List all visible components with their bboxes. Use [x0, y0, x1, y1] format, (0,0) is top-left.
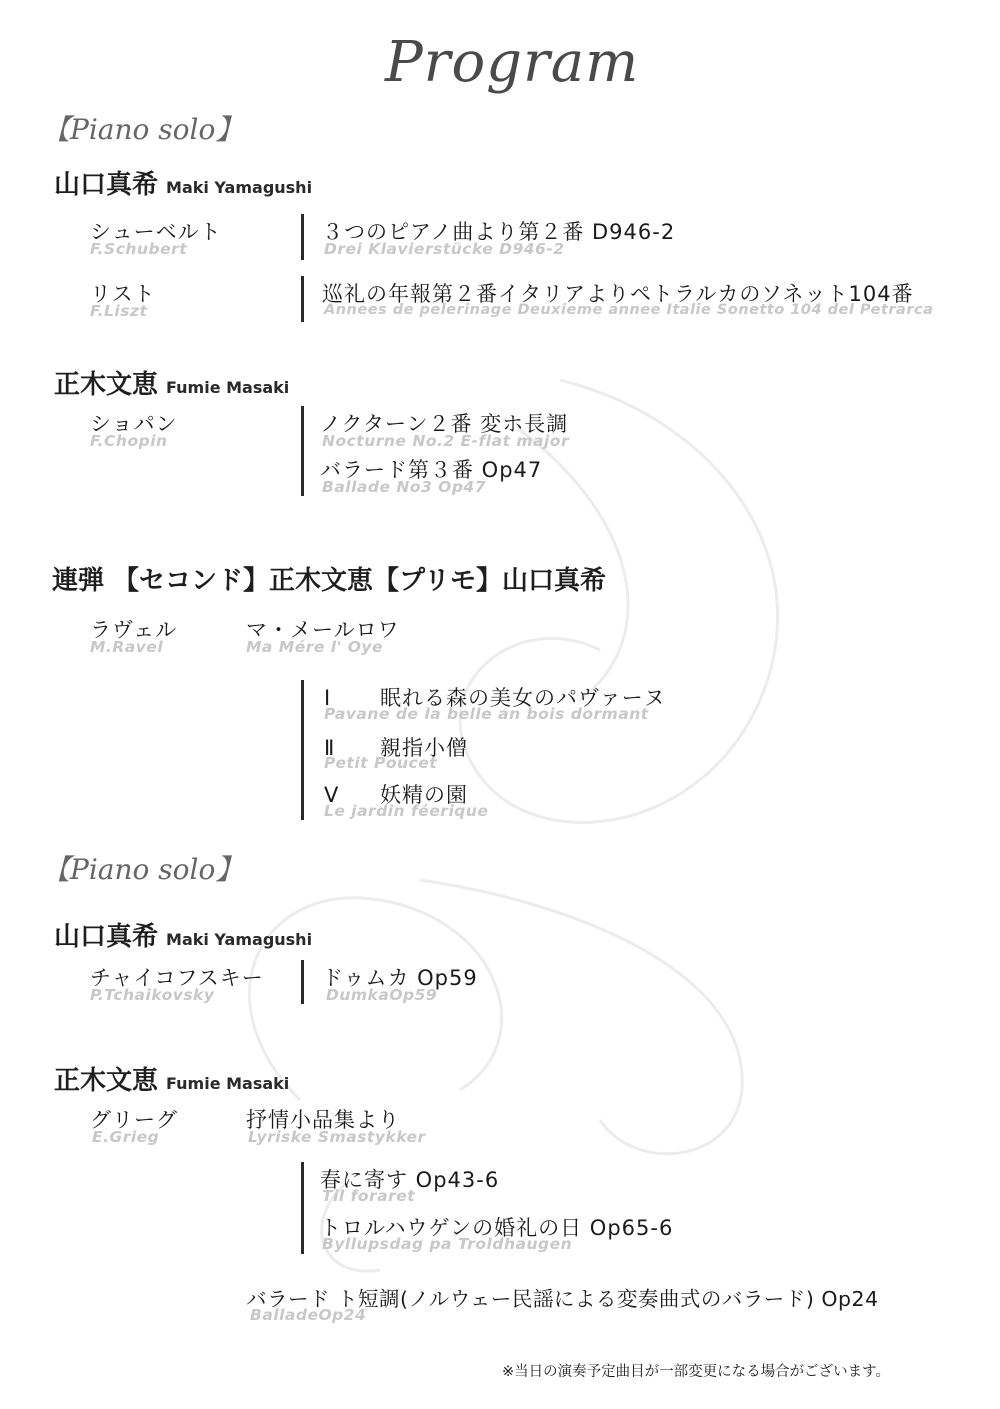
composer-ravel: ラヴェル — [90, 618, 178, 642]
performer-name: 正木文恵 — [54, 1066, 159, 1096]
performer-name: 正木文恵 — [54, 370, 159, 400]
composer-chopin-en: F.Chopin — [90, 432, 168, 450]
work-schubert: ３つのピアノ曲より第２番 D946-2 — [322, 220, 676, 244]
performer-roman-name: Maki Yamagushi — [166, 930, 313, 949]
movement-number: Ⅱ — [324, 736, 336, 760]
movement-title-en: Pavane de la belle an bois dormant — [324, 705, 649, 723]
piece-title: 春に寄す Op43-6 — [320, 1168, 500, 1192]
composer-chopin: ショパン — [90, 412, 178, 436]
divider-bar — [301, 680, 304, 820]
composer-schubert: シューベルト — [90, 220, 222, 244]
work-dumka: ドゥムカ Op59 — [322, 966, 478, 990]
work-liszt: 巡礼の年報第２番イタリアよりペトラルカのソネット104番 — [322, 282, 914, 306]
movement-title: 眠れる森の美女のパヴァーヌ — [380, 686, 666, 710]
work-lyric-pieces: 抒情小品集より — [246, 1108, 400, 1132]
performer-fumie-masaki — [54, 1060, 289, 1097]
section-label-piano-solo: 【Piano solo】 — [42, 113, 244, 146]
performer-name: 山口真希 — [54, 170, 159, 200]
piece-title-en: Til foraret — [322, 1187, 416, 1205]
performer-maki-yamaguchi — [54, 164, 312, 201]
performer-roman-name: Fumie Masaki — [166, 378, 290, 397]
composer-tchaikovsky: チャイコフスキー — [90, 966, 264, 990]
performer-maki-yamaguchi — [54, 916, 312, 953]
composer-grieg-en: E.Grieg — [92, 1128, 160, 1146]
composer-grieg: グリーグ — [90, 1108, 178, 1132]
composer-liszt: リスト — [90, 282, 156, 306]
composer-liszt-en: F.Liszt — [90, 302, 148, 320]
composer-schubert-en: F.Schubert — [90, 240, 188, 258]
footnote: ※当日の演奏予定曲目が一部変更になる場合がございます。 — [502, 1364, 890, 1380]
page-title: Program — [385, 30, 640, 95]
work-ma-mere-loye-en: Ma Mére l' Oye — [246, 638, 384, 656]
movement-number: Ⅰ — [324, 686, 332, 710]
section-heading-duet: 連弾 【セコンド】正木文恵【プリモ】山口真希 — [52, 566, 607, 596]
movement-title-en: Le jardin féerique — [324, 802, 489, 820]
work-chopin-nocturne: ノクターン２番 変ホ長調 — [320, 412, 569, 436]
movement-title: 親指小僧 — [380, 736, 468, 760]
performer-roman-name: Fumie Masaki — [166, 1074, 290, 1093]
work-lyric-pieces-en: Lyriske Smastykker — [248, 1128, 426, 1146]
work-schubert-en: Drei Klavierstücke D946-2 — [324, 240, 565, 258]
divider-bar — [301, 1162, 304, 1254]
work-chopin-nocturne-en: Nocturne No.2 E-flat major — [322, 432, 570, 450]
movement-number: Ⅴ — [324, 783, 340, 807]
performer-name: 山口真希 — [54, 922, 159, 952]
work-liszt-en: Annees de pelerinage Deuxieme annee Italie Sonetto 104 del Petrarca — [324, 302, 934, 318]
divider-bar — [301, 276, 304, 322]
piece-title-en: Byllupsdag pa Troldhaugen — [322, 1235, 573, 1253]
divider-bar — [301, 960, 304, 1004]
divider-bar — [301, 214, 304, 260]
work-ballade-g-minor-en: BalladeOp24 — [250, 1306, 367, 1324]
section-label-piano-solo: 【Piano solo】 — [42, 853, 244, 886]
work-ma-mere-loye: マ・メールロワ — [246, 618, 400, 642]
work-dumka-en: DumkaOp59 — [326, 986, 438, 1004]
composer-tchaikovsky-en: P.Tchaikovsky — [90, 986, 215, 1004]
performer-fumie-masaki — [54, 364, 289, 401]
movement-title-en: Petit Poucet — [324, 754, 438, 772]
work-chopin-ballade: バラード第３番 Op47 — [320, 458, 543, 482]
divider-bar — [301, 406, 304, 496]
work-ballade-g-minor: バラード ト短調(ノルウェー民謡による変奏曲式のバラード) Op24 — [246, 1287, 879, 1311]
movement-title: 妖精の園 — [380, 783, 468, 807]
composer-ravel-en: M.Ravel — [90, 638, 164, 656]
piece-title: トロルハウゲンの婚礼の日 Op65-6 — [320, 1216, 674, 1240]
performer-roman-name: Maki Yamagushi — [166, 178, 313, 197]
work-chopin-ballade-en: Ballade No3 Op47 — [322, 478, 487, 496]
